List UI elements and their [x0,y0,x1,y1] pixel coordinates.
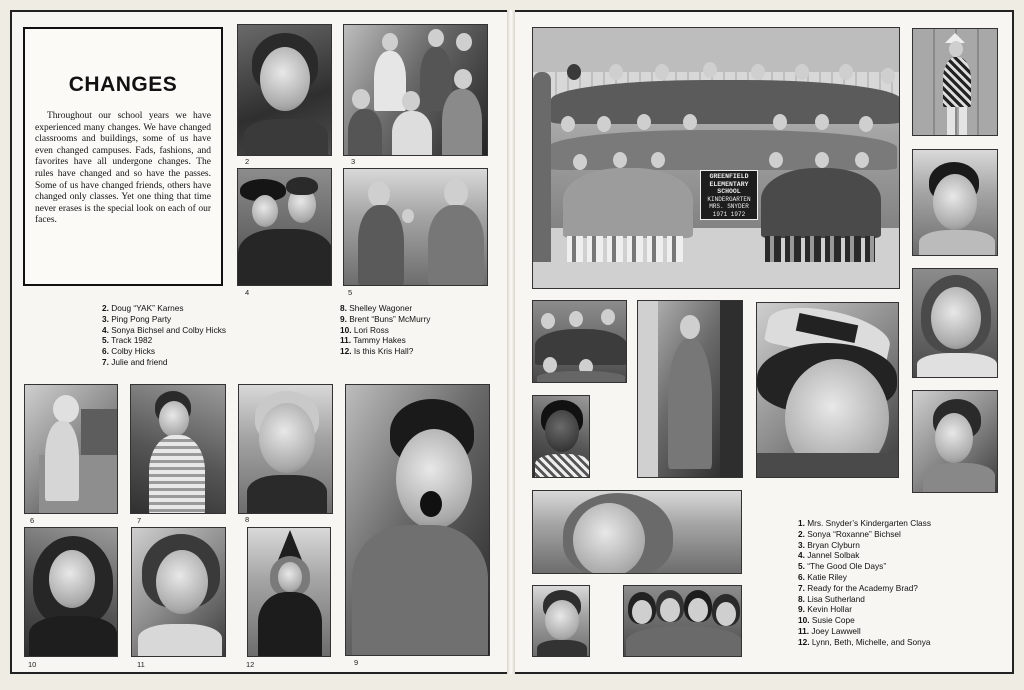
title-box [23,27,223,286]
photo-number: 2 [245,157,250,166]
photo-5 [343,168,488,286]
caption-item: 11. Joey Lawwell [798,625,861,636]
photo-number: 8 [245,515,250,524]
sign-line: KINDERGARTEN [707,195,751,203]
caption-item: 8. Shelley Wagoner [340,303,413,313]
page-title: CHANGES [68,73,178,96]
photo-good-ole-days [532,490,742,574]
intro-paragraph: Throughout our school years we have experienced many changes. We have changed classrooms and buildings, some of us have even changed campuses. Fads, fashions, and favorites have all undergone changes. The rules have changed and so have the passes. Some of us have changed friends, others have changed only classes. Yet one thing that time never erases is the special look on each of our faces. [35,111,211,226]
photo-number: 5 [348,288,353,297]
caption-item: 5. Track 1982 [102,335,153,346]
photo-11 [131,527,226,657]
sign-line: MRS. SNYDER [709,203,749,210]
photo-boy-sleeping [756,302,899,478]
sign-line: SCHOOL [717,188,741,195]
caption-list-left-a [102,303,226,368]
caption-item: 1. Mrs. Snyder’s Kindergarten Class [798,518,931,528]
photo-number: 10 [28,660,37,669]
caption-item: 8. Lisa Sutherland [798,593,865,604]
caption-item: 3. Ping Pong Party [102,313,172,324]
photo-12 [247,527,331,657]
page-gutter [507,10,515,674]
class-sign [700,170,758,220]
photo-boy-smile [532,395,590,478]
caption-item: 9. Brent “Buns” McMurry [340,313,431,324]
photo-number: 3 [351,157,356,166]
photo-2 [237,24,332,156]
photo-9 [345,384,490,656]
caption-list-right [798,518,931,648]
photo-number: 4 [245,288,250,297]
caption-item: 12. Lynn, Beth, Michelle, and Sonya [798,636,931,647]
photo-class-group [532,27,900,289]
photo-boy-small [532,585,590,657]
caption-item: 3. Bryan Clyburn [798,539,860,550]
photo-girl-costume [912,28,998,136]
photo-3 [343,24,488,156]
caption-item: 7. Julie and friend [102,356,168,367]
caption-item: 7. Ready for the Academy Brad? [798,582,918,593]
sign-line: ELEMENTARY [709,180,749,188]
caption-item: 5. “The Good Ole Days” [798,561,887,572]
sign-line: GREENFIELD [709,173,749,180]
photo-10 [24,527,118,657]
caption-item: 12. Is this Kris Hall? [340,346,414,357]
photo-boy-profile [912,390,998,493]
photo-6 [24,384,118,514]
photo-8 [238,384,333,514]
photo-four-girls [623,585,742,657]
caption-item: 4. Sonya Bichsel and Colby Hicks [102,324,227,335]
caption-item: 10. Lori Ross [340,324,389,335]
caption-item: 9. Kevin Hollar [798,604,852,615]
photo-boy-portrait [912,149,998,256]
photo-group-seated [532,300,627,383]
photo-number: 11 [137,660,145,669]
photo-number: 12 [246,660,255,669]
photo-7 [130,384,226,514]
photo-number: 6 [30,516,35,525]
sign-line: 1971 1972 [712,210,746,218]
photo-number: 7 [137,516,142,525]
caption-item: 6. Colby Hicks [102,346,156,357]
caption-item: 2. Doug “YAK” Karnes [102,303,184,313]
caption-item: 6. Katie Riley [798,571,847,582]
photo-number: 9 [354,658,359,667]
caption-item: 10. Susie Cope [798,615,855,626]
photo-girl-smile [912,268,998,378]
caption-item: 2. Sonya “Roxanne” Bichsel [798,528,901,539]
photo-4 [237,168,332,286]
caption-item: 4. Jannel Solbak [798,550,860,561]
caption-item: 11. Tammy Hakes [340,335,406,346]
photo-teacher-standing [637,300,743,478]
caption-list-left-b [340,303,430,357]
